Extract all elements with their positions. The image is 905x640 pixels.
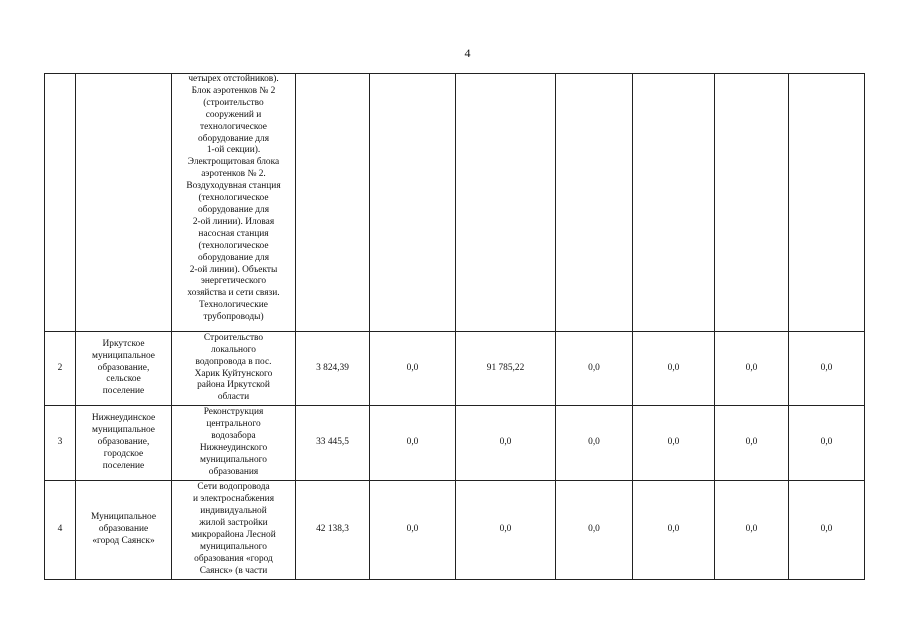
entity-text: Муниципальное образование «город Саянск» [90,512,157,546]
description-text: Строительство локального водопровода в пос. Харик Куйтунского района Иркутской области [194,332,273,403]
value-cell: 0,0 [456,406,556,481]
value-cell: 0,0 [370,332,456,406]
value-cell: 0,0 [715,332,789,406]
entity-text: Иркутское муниципальное образование, сельское поселение [92,338,155,397]
description-cell [172,406,296,481]
value-cell: 0,0 [633,481,715,580]
description-text: Реконструкция центрального водозабора Нижнеудинского муниципального образования [199,407,268,477]
value-cell [296,74,370,332]
value-cell: 0,0 [789,332,865,406]
value-cell [715,74,789,332]
row-number-cell: 4 [45,481,76,580]
value-cell: 0,0 [456,481,556,580]
value-cell [789,74,865,332]
value-cell: 0,0 [370,481,456,580]
value-cell: 0,0 [789,406,865,481]
entity-cell [76,332,172,406]
value-cell: 0,0 [789,481,865,580]
value-cell: 0,0 [370,406,456,481]
entity-cell [76,74,172,332]
value-cell: 3 824,39 [296,332,370,406]
description-cell [172,332,296,406]
value-cell: 0,0 [633,406,715,481]
value-cell: 42 138,3 [296,481,370,580]
value-cell: 0,0 [715,481,789,580]
entity-cell [76,406,172,481]
row-number-cell: 2 [45,332,76,406]
page-number: 4 [464,46,471,60]
value-cell [370,74,456,332]
value-cell [456,74,556,332]
table-row [45,74,865,332]
description-text: Сети водопровода и электроснабжения индивидуальной жилой застройки микрорайона Лесной муниципального образования «город Саянск» (в части [191,482,276,576]
description-cell [172,481,296,580]
value-cell: 33 445,5 [296,406,370,481]
row-number-cell [45,74,76,332]
value-cell: 91 785,22 [456,332,556,406]
budget-table [44,73,865,580]
entity-cell [76,481,172,580]
row-number-cell: 3 [45,406,76,481]
value-cell [633,74,715,332]
table-row [45,481,865,580]
value-cell: 0,0 [556,406,633,481]
description-text: четырех отстойников). Блок аэротенков № 2 (строительство сооружений и технологическое оборудование для 1-ой секции). Электрощитовая блока аэротенков № 2. Воздуходувная станция (технологическое оборудование для 2-ой линии). Иловая насосная станция (технологическое оборудование для 2-ой линии). Объекты энергетического хозяйства и сети связи. Технологические трубопроводы) [186,74,281,323]
value-cell: 0,0 [633,332,715,406]
table-row [45,406,865,481]
entity-text: Нижнеудинское муниципальное образование, городское поселение [91,413,156,471]
value-cell [556,74,633,332]
value-cell: 0,0 [715,406,789,481]
table-row [45,332,865,406]
value-cell: 0,0 [556,332,633,406]
description-cell [172,74,296,332]
value-cell: 0,0 [556,481,633,580]
